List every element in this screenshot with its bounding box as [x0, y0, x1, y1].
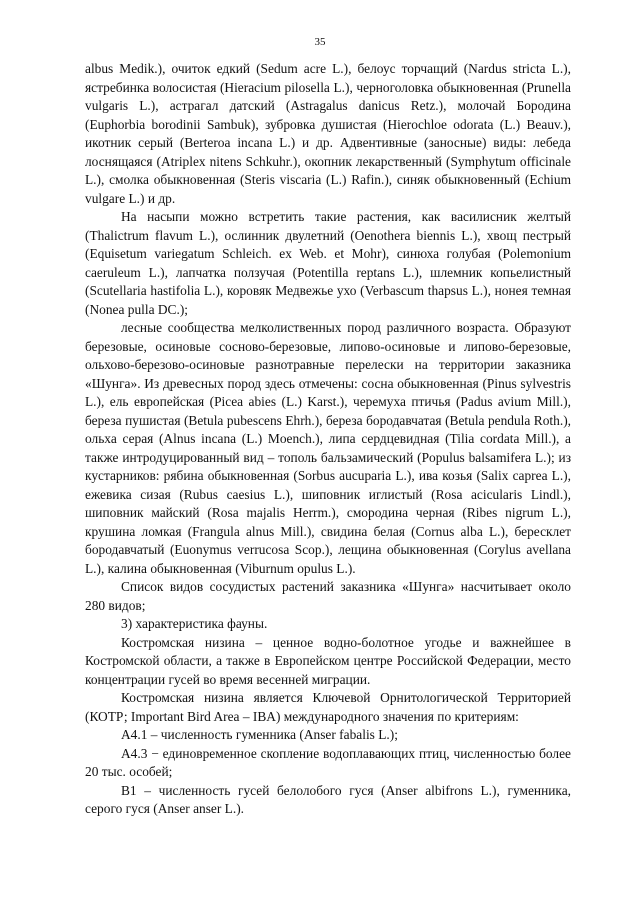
paragraph: На насыпи можно встретить такие растения, как василисник желтый (Thalictrum flavum L.), ослинник двулетний (Oenothera biennis L.), хвощ пестрый (Equisetum variegatum Schleich. ex Web. et Mohr), синюха голубая (Polemonium caeruleum L.), лапчатка ползучая (Potentilla reptans L.), шлемник копьелистный (Scutellaria hastifolia L.), коровяк Медвежье ухо (Verbascum thapsus L.), нонея темная (Nonea pulla DC.);: [85, 209, 571, 317]
list-heading: 3) характеристика фауны.: [121, 616, 268, 631]
criterion-item: В1 – численность гусей белолобого гуся (Anser albifrons L.), гуменника, серого гуся (Anser anser L.).: [85, 782, 571, 816]
paragraph: Список видов сосудистых растений заказника «Шунга» насчитывает около 280 видов;: [85, 579, 571, 613]
page-number: 35: [314, 36, 326, 48]
body-text: [85, 60, 571, 819]
criterion-item: А4.1 – численность гуменника (Anser fabalis L.);: [121, 727, 398, 742]
criterion-item: А4.3 − единовременное скопление водоплавающих птиц, численностью более 20 тыс. особей;: [85, 745, 571, 779]
paragraph: лесные сообщества мелколиственных пород различного возраста. Образуют березовые, осиновые сосново-березовые, липово-осиновые и липово-березовые, ольхово-березово-осиновые разнотравные перелески на территории заказника «Шунга». Из древесных пород здесь отмечены: сосна обыкновенная (Pinus sylvestris L.), ель европейская (Picea abies (L.) Karst.), черемуха птичья (Padus avium Mill.), береза пушистая (Betula pubescens Ehrh.), береза бородавчатая (Betula pendula Roth.), ольха серая (Alnus incana (L.) Moench.), липа сердцевидная (Tilia cordata Mill.), а также интродуцированный вид – тополь бальзамический (Populus balsamifera L.); из кустарников: рябина обыкновенная (Sorbus aucuparia L.), ива козья (Salix caprea L.), ежевика сизая (Rubus caesius L.), шиповник иглистый (Rosa acicularis Lindl.), шиповник майский (Rosa majalis Herrm.), смородина черная (Ribes nigrum L.), крушина ломкая (Frangula alnus Mill.), свидина белая (Cornus alba L.), бересклет бородавчатый (Euonymus verrucosa Scop.), лещина обыкновенная (Corylus avellana L.), калина обыкновенная (Viburnum opulus L.).: [85, 320, 571, 576]
paragraph: Костромская низина является Ключевой Орнитологической Территорией (КОТР; Important Bird Area – IBA) международного значения по критериям:: [85, 690, 571, 724]
paragraph: albus Medik.), очиток едкий (Sedum acre L.), белоус торчащий (Nardus stricta L.), ястребинка волосистая (Hieracium pilosella L.), черноголовка обыкновенная (Prunella vulgaris L.), астрагал датский (Astragalus danicus Retz.), молочай Бородина (Euphorbia borodinii Sambuk), зубровка душистая (Hierochloe odorata (L.) Beauv.), икотник серый (Berteroa incana L.) и др. Адвентивные (заносные) виды: лебеда лоснящаяся (Atriplex nitens Schkuhr.), окопник лекарственный (Symphytum officinale L.), смолка обыкновенная (Steris viscaria (L.) Rafin.), синяк обыкновенный (Echium vulgare L.) и др.: [85, 61, 571, 206]
paragraph: Костромская низина – ценное водно-болотное угодье и важнейшее в Костромской области, а также в Европейском центре Российской Федерации, место концентрации гусей во время весенней миграции.: [85, 634, 571, 687]
